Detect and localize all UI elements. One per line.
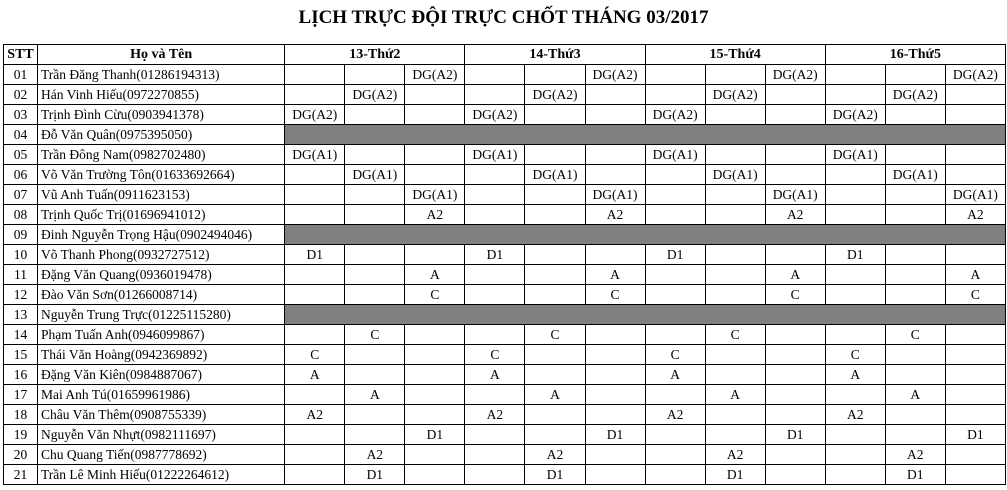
duty-cell: [345, 345, 405, 365]
duty-cell: [825, 425, 885, 445]
duty-cell: [885, 205, 945, 225]
row-number: 05: [4, 145, 38, 165]
day-header: 14-Thứ3: [465, 45, 645, 65]
duty-cell: DG(A2): [885, 85, 945, 105]
duty-cell: [525, 265, 585, 285]
duty-cell: [705, 405, 765, 425]
duty-cell: [945, 325, 1005, 345]
duty-cell: DG(A1): [765, 185, 825, 205]
duty-cell: A2: [765, 205, 825, 225]
duty-cell: [705, 245, 765, 265]
table-row: [4, 365, 1006, 385]
person-name: Đỗ Văn Quân(0975395050): [38, 125, 285, 145]
duty-cell: [285, 205, 345, 225]
table-row: [4, 145, 1006, 165]
table-row: [4, 245, 1006, 265]
duty-cell: [885, 265, 945, 285]
duty-cell: [825, 185, 885, 205]
duty-cell: [585, 405, 645, 425]
row-number: 19: [4, 425, 38, 445]
duty-cell: A: [945, 265, 1005, 285]
duty-cell: DG(A1): [945, 185, 1005, 205]
duty-cell: [705, 285, 765, 305]
duty-cell: [285, 425, 345, 445]
duty-table: [3, 44, 1006, 485]
duty-cell: [465, 385, 525, 405]
duty-cell: [885, 365, 945, 385]
duty-cell: [765, 445, 825, 465]
duty-cell: [345, 185, 405, 205]
duty-cell: DG(A2): [645, 105, 705, 125]
person-name: Nguyễn Trung Trực(01225115280): [38, 305, 285, 325]
duty-cell: [645, 185, 705, 205]
duty-cell: [885, 65, 945, 85]
duty-cell: DG(A1): [645, 145, 705, 165]
duty-cell: [705, 145, 765, 165]
duty-cell: [345, 65, 405, 85]
duty-cell: [825, 65, 885, 85]
duty-cell: [885, 145, 945, 165]
table-body: [4, 65, 1006, 485]
table-row: [4, 325, 1006, 345]
duty-cell: D1: [705, 465, 765, 485]
duty-cell: C: [345, 325, 405, 345]
duty-cell: [345, 365, 405, 385]
duty-cell: [285, 285, 345, 305]
duty-cell: DG(A2): [765, 65, 825, 85]
duty-cell: [825, 385, 885, 405]
duty-cell: A: [405, 265, 465, 285]
duty-cell: DG(A2): [465, 105, 525, 125]
duty-cell: C: [585, 285, 645, 305]
header-row: [4, 45, 1006, 65]
duty-cell: C: [945, 285, 1005, 305]
duty-cell: DG(A2): [345, 85, 405, 105]
duty-cell: C: [405, 285, 465, 305]
duty-cell: [645, 65, 705, 85]
duty-cell: DG(A1): [705, 165, 765, 185]
duty-cell: [585, 385, 645, 405]
table-row: [4, 285, 1006, 305]
table-row: [4, 85, 1006, 105]
duty-cell: A2: [645, 405, 705, 425]
duty-cell: [705, 65, 765, 85]
duty-cell: [405, 105, 465, 125]
duty-cell: [705, 185, 765, 205]
table-row: [4, 65, 1006, 85]
duty-cell: A2: [285, 405, 345, 425]
duty-cell: [885, 285, 945, 305]
table-row: [4, 445, 1006, 465]
duty-cell: [405, 145, 465, 165]
duty-cell: DG(A2): [585, 65, 645, 85]
row-number: 06: [4, 165, 38, 185]
duty-cell: [945, 165, 1005, 185]
duty-cell: D1: [405, 425, 465, 445]
person-name: Võ Văn Trường Tôn(01633692664): [38, 165, 285, 185]
stt-header: STT: [4, 45, 38, 65]
duty-cell: D1: [585, 425, 645, 445]
person-name: Thái Văn Hoàng(0942369892): [38, 345, 285, 365]
duty-cell: [765, 165, 825, 185]
duty-cell: [645, 445, 705, 465]
duty-cell: [765, 105, 825, 125]
person-name: Trần Đông Nam(0982702480): [38, 145, 285, 165]
duty-cell: [525, 405, 585, 425]
name-header: Họ và Tên: [38, 45, 285, 65]
duty-cell: DG(A1): [525, 165, 585, 185]
duty-cell: [465, 465, 525, 485]
duty-cell: [945, 245, 1005, 265]
duty-cell: [285, 325, 345, 345]
duty-cell: [765, 365, 825, 385]
duty-cell: [885, 245, 945, 265]
duty-cell: A: [465, 365, 525, 385]
duty-cell: D1: [885, 465, 945, 485]
duty-cell: [945, 105, 1005, 125]
duty-cell: [285, 445, 345, 465]
duty-cell: [705, 345, 765, 365]
duty-cell: [765, 465, 825, 485]
duty-cell: [705, 425, 765, 445]
page-title: LỊCH TRỰC ĐỘI TRỰC CHỐT THÁNG 03/2017: [298, 7, 709, 28]
duty-cell: C: [705, 325, 765, 345]
duty-cell: [765, 405, 825, 425]
duty-cell: [585, 165, 645, 185]
row-number: 10: [4, 245, 38, 265]
row-number: 02: [4, 85, 38, 105]
duty-cell: [945, 405, 1005, 425]
duty-cell: DG(A1): [405, 185, 465, 205]
table-row: [4, 265, 1006, 285]
duty-cell: [585, 465, 645, 485]
duty-cell: [525, 105, 585, 125]
duty-cell: C: [285, 345, 345, 365]
duty-cell: [465, 425, 525, 445]
duty-cell: A2: [945, 205, 1005, 225]
duty-cell: [645, 265, 705, 285]
person-name: Hán Vinh Hiếu(0972270855): [38, 85, 285, 105]
table-row: [4, 225, 1006, 245]
duty-cell: [585, 345, 645, 365]
duty-cell: [345, 245, 405, 265]
duty-cell: [765, 245, 825, 265]
duty-cell: A2: [405, 205, 465, 225]
row-number: 01: [4, 65, 38, 85]
duty-cell: [765, 385, 825, 405]
duty-cell: [345, 105, 405, 125]
duty-cell: DG(A1): [585, 185, 645, 205]
duty-cell: A: [645, 365, 705, 385]
duty-cell: [465, 65, 525, 85]
person-name: Trịnh Quốc Trị(01696941012): [38, 205, 285, 225]
person-name: Trần Đăng Thanh(01286194313): [38, 65, 285, 85]
person-name: Châu Văn Thêm(0908755339): [38, 405, 285, 425]
duty-cell: [645, 385, 705, 405]
duty-cell: [585, 85, 645, 105]
row-number: 20: [4, 445, 38, 465]
duty-cell: A: [585, 265, 645, 285]
duty-cell: A2: [345, 445, 405, 465]
duty-cell: D1: [465, 245, 525, 265]
duty-cell: DG(A1): [825, 145, 885, 165]
duty-cell: A2: [825, 405, 885, 425]
duty-cell: A2: [525, 445, 585, 465]
day-header: 15-Thứ4: [645, 45, 825, 65]
person-name: Trịnh Đình Cừu(0903941378): [38, 105, 285, 125]
table-row: [4, 405, 1006, 425]
duty-cell: C: [645, 345, 705, 365]
duty-cell: [645, 85, 705, 105]
table-row: [4, 425, 1006, 445]
duty-cell: A2: [465, 405, 525, 425]
off-duty-bar: [285, 125, 1006, 145]
duty-cell: [405, 165, 465, 185]
duty-cell: [885, 345, 945, 365]
duty-cell: [285, 465, 345, 485]
table-row: [4, 165, 1006, 185]
duty-cell: D1: [285, 245, 345, 265]
duty-cell: [465, 265, 525, 285]
table-row: [4, 205, 1006, 225]
duty-cell: [585, 105, 645, 125]
duty-cell: [645, 425, 705, 445]
duty-cell: A: [765, 265, 825, 285]
duty-cell: [825, 285, 885, 305]
duty-cell: [285, 65, 345, 85]
duty-cell: [705, 365, 765, 385]
duty-cell: [885, 185, 945, 205]
duty-cell: [825, 325, 885, 345]
day-header: 16-Thứ5: [825, 45, 1005, 65]
row-number: 15: [4, 345, 38, 365]
table-row: [4, 185, 1006, 205]
duty-cell: C: [825, 345, 885, 365]
duty-cell: A: [525, 385, 585, 405]
duty-cell: [465, 85, 525, 105]
duty-cell: [825, 445, 885, 465]
duty-cell: [585, 325, 645, 345]
duty-cell: [945, 145, 1005, 165]
duty-cell: [345, 285, 405, 305]
duty-cell: [465, 285, 525, 305]
duty-cell: [525, 345, 585, 365]
duty-cell: D1: [645, 245, 705, 265]
duty-cell: [705, 205, 765, 225]
table-row: [4, 125, 1006, 145]
duty-cell: DG(A1): [465, 145, 525, 165]
row-number: 08: [4, 205, 38, 225]
row-number: 04: [4, 125, 38, 145]
duty-cell: [465, 185, 525, 205]
person-name: Đặng Văn Quang(0936019478): [38, 265, 285, 285]
duty-cell: [825, 85, 885, 105]
duty-cell: [525, 365, 585, 385]
duty-cell: [405, 345, 465, 365]
duty-cell: [585, 365, 645, 385]
duty-cell: A: [825, 365, 885, 385]
duty-cell: D1: [945, 425, 1005, 445]
row-number: 13: [4, 305, 38, 325]
row-number: 17: [4, 385, 38, 405]
duty-cell: [345, 265, 405, 285]
person-name: Vũ Anh Tuấn(0911623153): [38, 185, 285, 205]
table-row: [4, 465, 1006, 485]
off-duty-bar: [285, 225, 1006, 245]
row-number: 11: [4, 265, 38, 285]
table-row: [4, 385, 1006, 405]
duty-cell: [645, 205, 705, 225]
duty-cell: [525, 205, 585, 225]
duty-cell: A2: [885, 445, 945, 465]
duty-cell: [465, 165, 525, 185]
duty-cell: A: [345, 385, 405, 405]
duty-cell: C: [765, 285, 825, 305]
duty-cell: [465, 325, 525, 345]
duty-cell: [405, 365, 465, 385]
table-row: [4, 105, 1006, 125]
duty-cell: [405, 385, 465, 405]
duty-cell: [525, 145, 585, 165]
duty-cell: DG(A2): [825, 105, 885, 125]
duty-cell: C: [465, 345, 525, 365]
row-number: 14: [4, 325, 38, 345]
duty-cell: [765, 145, 825, 165]
duty-cell: [765, 325, 825, 345]
duty-cell: [765, 85, 825, 105]
duty-cell: DG(A1): [345, 165, 405, 185]
duty-cell: [585, 245, 645, 265]
person-name: Đinh Nguyễn Trọng Hậu(0902494046): [38, 225, 285, 245]
duty-cell: C: [885, 325, 945, 345]
duty-cell: [825, 265, 885, 285]
duty-cell: [285, 385, 345, 405]
duty-cell: A: [705, 385, 765, 405]
duty-cell: D1: [765, 425, 825, 445]
duty-cell: [645, 165, 705, 185]
duty-cell: [645, 465, 705, 485]
duty-cell: [585, 145, 645, 165]
duty-cell: D1: [825, 245, 885, 265]
duty-cell: [405, 405, 465, 425]
duty-cell: [525, 185, 585, 205]
duty-cell: [405, 465, 465, 485]
duty-cell: C: [525, 325, 585, 345]
duty-cell: [345, 205, 405, 225]
duty-cell: DG(A1): [885, 165, 945, 185]
duty-cell: [825, 465, 885, 485]
person-name: Phạm Tuấn Anh(0946099867): [38, 325, 285, 345]
duty-cell: A2: [585, 205, 645, 225]
duty-cell: [945, 465, 1005, 485]
duty-cell: [585, 445, 645, 465]
duty-cell: D1: [525, 465, 585, 485]
person-name: Đặng Văn Kiên(0984887067): [38, 365, 285, 385]
duty-cell: [645, 325, 705, 345]
duty-cell: [765, 345, 825, 365]
duty-cell: [405, 445, 465, 465]
duty-cell: [945, 345, 1005, 365]
person-name: Mai Anh Tú(01659961986): [38, 385, 285, 405]
duty-cell: DG(A2): [285, 105, 345, 125]
duty-cell: A: [285, 365, 345, 385]
duty-cell: [405, 85, 465, 105]
duty-cell: [345, 425, 405, 445]
table-row: [4, 345, 1006, 365]
person-name: Trần Lê Minh Hiếu(01222264612): [38, 465, 285, 485]
duty-cell: [405, 325, 465, 345]
duty-cell: [465, 205, 525, 225]
duty-cell: [885, 105, 945, 125]
duty-cell: DG(A2): [705, 85, 765, 105]
duty-cell: [885, 405, 945, 425]
duty-cell: [285, 185, 345, 205]
person-name: Võ Thanh Phong(0932727512): [38, 245, 285, 265]
person-name: Chu Quang Tiến(0987778692): [38, 445, 285, 465]
duty-cell: [825, 205, 885, 225]
duty-cell: DG(A1): [285, 145, 345, 165]
duty-cell: [525, 65, 585, 85]
row-number: 07: [4, 185, 38, 205]
duty-cell: [825, 165, 885, 185]
duty-cell: [285, 165, 345, 185]
day-header: 13-Thứ2: [285, 45, 465, 65]
duty-cell: D1: [345, 465, 405, 485]
duty-cell: [705, 105, 765, 125]
row-number: 16: [4, 365, 38, 385]
duty-cell: [945, 365, 1005, 385]
duty-cell: A2: [705, 445, 765, 465]
duty-cell: [705, 265, 765, 285]
row-number: 12: [4, 285, 38, 305]
row-number: 21: [4, 465, 38, 485]
row-number: 03: [4, 105, 38, 125]
duty-cell: DG(A2): [945, 65, 1005, 85]
duty-cell: [945, 85, 1005, 105]
duty-cell: [285, 265, 345, 285]
person-name: Nguyễn Văn Nhựt(0982111697): [38, 425, 285, 445]
duty-cell: A: [885, 385, 945, 405]
row-number: 09: [4, 225, 38, 245]
duty-cell: [945, 385, 1005, 405]
duty-cell: DG(A2): [525, 85, 585, 105]
table-row: [4, 305, 1006, 325]
duty-cell: [285, 85, 345, 105]
duty-cell: [525, 245, 585, 265]
person-name: Đào Văn Sơn(01266008714): [38, 285, 285, 305]
duty-cell: [525, 425, 585, 445]
duty-cell: [885, 425, 945, 445]
duty-cell: [465, 445, 525, 465]
duty-cell: [345, 405, 405, 425]
duty-cell: DG(A2): [405, 65, 465, 85]
duty-cell: [945, 445, 1005, 465]
row-number: 18: [4, 405, 38, 425]
duty-cell: [525, 285, 585, 305]
duty-cell: [405, 245, 465, 265]
off-duty-bar: [285, 305, 1006, 325]
duty-cell: [345, 145, 405, 165]
duty-cell: [645, 285, 705, 305]
